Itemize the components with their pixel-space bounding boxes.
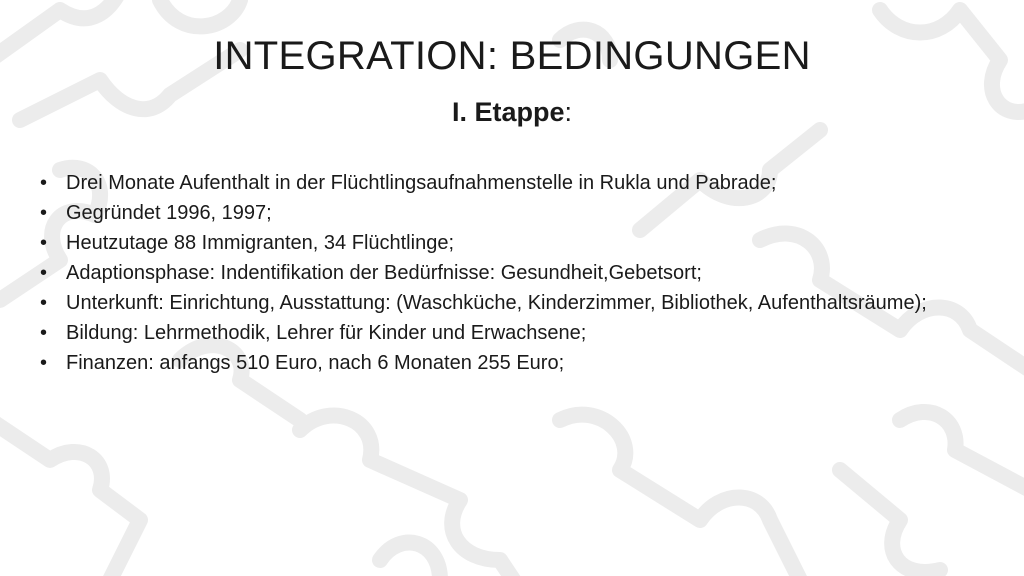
bullet-dot-icon: • bbox=[40, 202, 48, 224]
bullet-text: Gegründet 1996, 1997; bbox=[66, 202, 272, 224]
bullet-text: Finanzen: anfangs 510 Euro, nach 6 Monaten 255 Euro; bbox=[66, 352, 565, 374]
bullet-text: Bildung: Lehrmethodik, Lehrer für Kinder und Erwachsene; bbox=[66, 322, 587, 344]
bullet-list bbox=[40, 172, 980, 382]
bullet-item bbox=[40, 172, 980, 194]
bullet-item bbox=[40, 322, 980, 344]
bullet-dot-icon: • bbox=[40, 172, 48, 194]
bullet-item bbox=[40, 232, 980, 254]
bullet-dot-icon: • bbox=[40, 322, 48, 344]
bullet-dot-icon: • bbox=[40, 352, 48, 374]
bullet-text: Drei Monate Aufenthalt in der Flüchtlingsaufnahmenstelle in Rukla und Pabrade; bbox=[66, 172, 777, 194]
subtitle-bold-text: I. Etappe bbox=[451, 97, 565, 127]
bullet-text: Heutzutage 88 Immigranten, 34 Flüchtlinge; bbox=[66, 232, 454, 254]
subtitle-colon: : bbox=[564, 97, 573, 127]
bullet-item bbox=[40, 292, 980, 314]
bullet-text: Adaptionsphase: Indentifikation der Bedürfnisse: Gesundheit,Gebetsort; bbox=[66, 262, 702, 284]
bullet-item bbox=[40, 352, 980, 374]
bullet-item bbox=[40, 202, 980, 224]
slide-title: INTEGRATION: BEDINGUNGEN bbox=[213, 34, 811, 78]
bullet-dot-icon: • bbox=[40, 262, 48, 284]
bullet-dot-icon: • bbox=[40, 292, 48, 314]
bullet-item bbox=[40, 262, 980, 284]
bullet-text: Unterkunft: Einrichtung, Ausstattung: (Waschküche, Kinderzimmer, Bibliothek, Aufenthaltsräume); bbox=[66, 292, 927, 314]
slide-subtitle bbox=[0, 97, 1024, 128]
bullet-dot-icon: • bbox=[40, 232, 48, 254]
